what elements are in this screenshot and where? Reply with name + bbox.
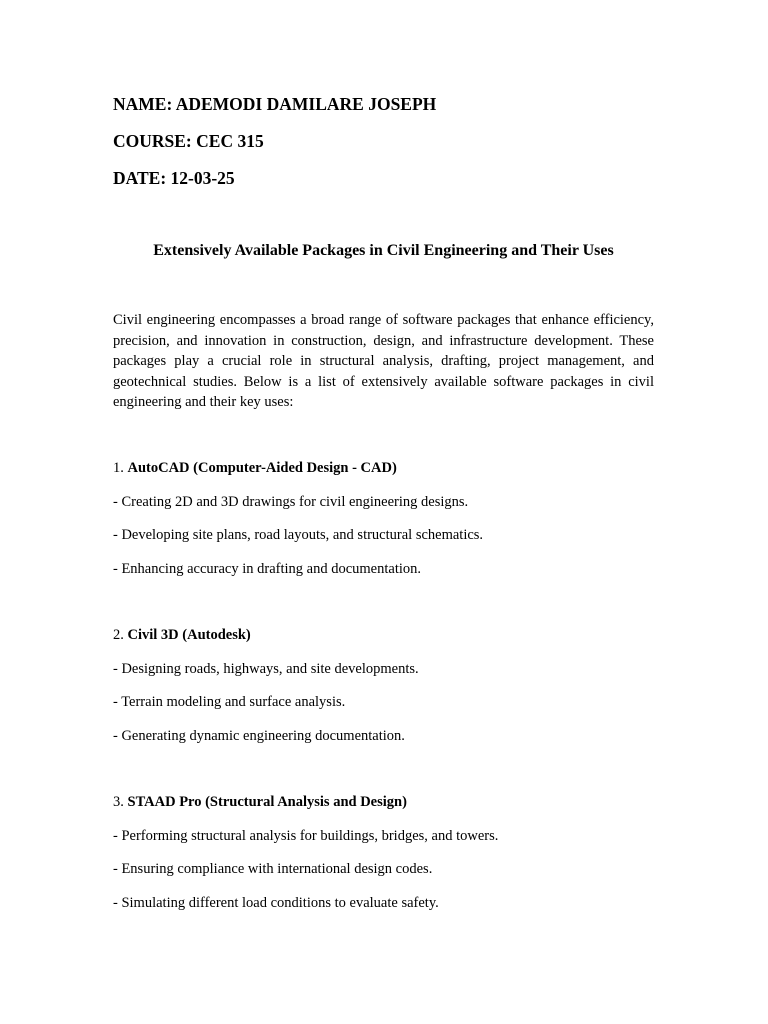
section-civil-3d xyxy=(113,626,673,745)
list-item: - Ensuring compliance with international design codes. xyxy=(113,861,433,877)
document-date: DATE: 12-03-25 xyxy=(113,168,235,188)
course-code: COURSE: CEC 315 xyxy=(113,131,264,151)
section-number: 2. xyxy=(113,627,124,643)
list-item: - Simulating different load conditions to evaluate safety. xyxy=(113,894,439,911)
list-item: - Performing structural analysis for buildings, bridges, and towers. xyxy=(113,827,499,844)
section-name: AutoCAD (Computer-Aided Design - CAD) xyxy=(127,460,397,476)
section-number: 1. xyxy=(113,460,124,476)
intro-paragraph: Civil engineering encompasses a broad range of software packages that enhance efficiency, precision, and innovation in construction, design, and infrastructure development. These packages play a crucial role in structural analysis, drafting, project management, and geotechnical studies. Below is a list of extensively available software packages in civil engineering and their key uses: xyxy=(113,312,654,411)
section-heading xyxy=(113,459,673,477)
section-name: Civil 3D (Autodesk) xyxy=(127,627,251,643)
list-item: - Designing roads, highways, and site developments. xyxy=(113,660,419,677)
section-staad-pro xyxy=(113,793,673,912)
list-item: - Enhancing accuracy in drafting and documentation. xyxy=(113,560,422,577)
list-item: - Developing site plans, road layouts, and structural schematics. xyxy=(113,527,484,543)
section-number: 3. xyxy=(113,794,124,810)
list-item: - Terrain modeling and surface analysis. xyxy=(113,694,346,710)
section-autocad xyxy=(113,459,673,578)
section-heading xyxy=(113,626,673,644)
section-heading xyxy=(113,793,673,811)
list-item: - Generating dynamic engineering documentation. xyxy=(113,727,405,744)
list-item: - Creating 2D and 3D drawings for civil engineering designs. xyxy=(113,493,469,510)
section-name: STAAD Pro (Structural Analysis and Design) xyxy=(127,794,407,810)
student-name: NAME: ADEMODI DAMILARE JOSEPH xyxy=(113,94,437,114)
document-title: Extensively Available Packages in Civil Engineering and Their Uses xyxy=(153,242,614,259)
